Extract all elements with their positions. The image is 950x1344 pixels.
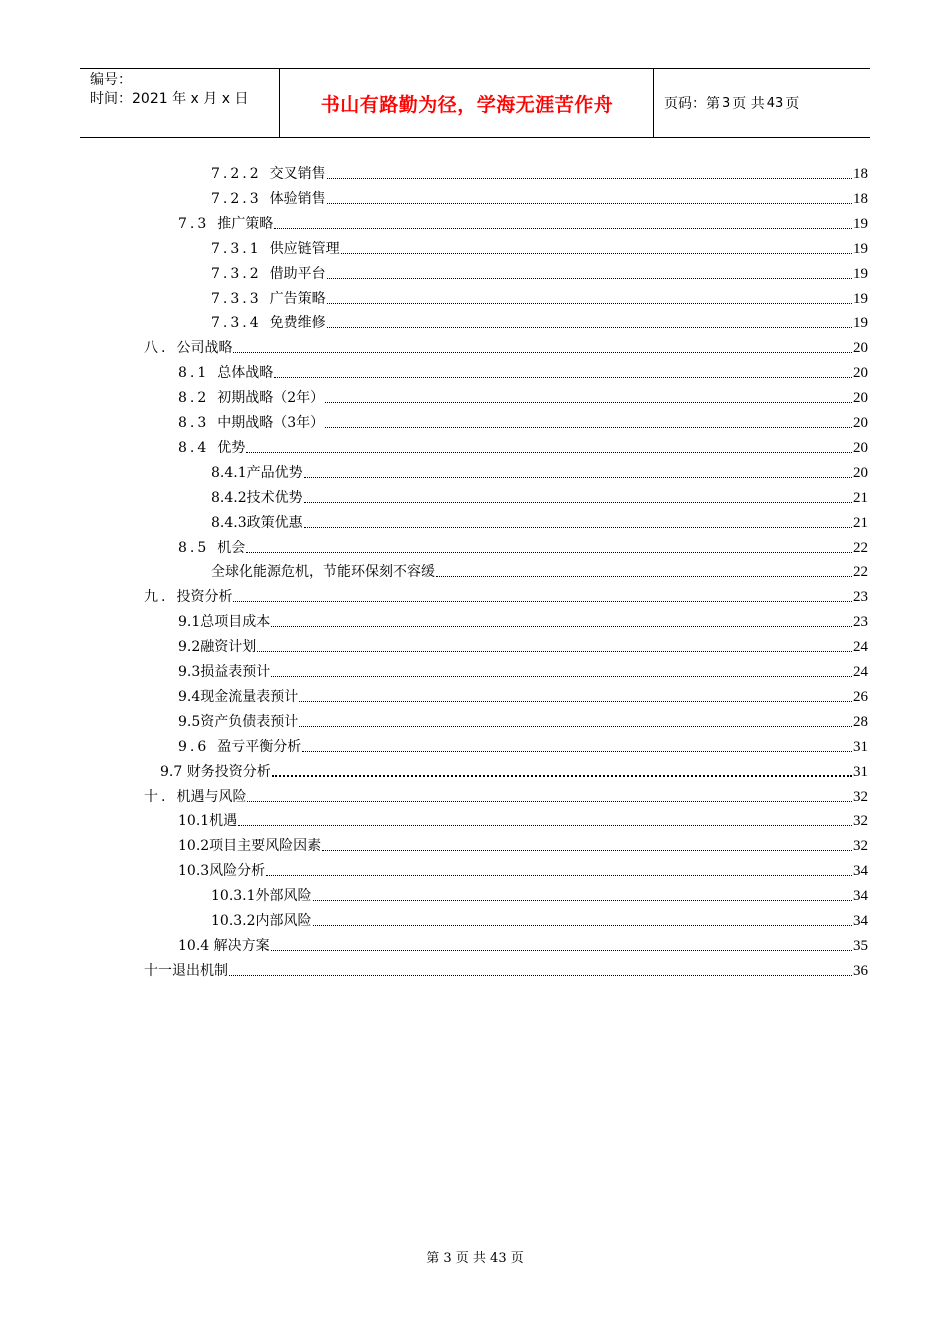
time-label: 时间：2021 年 x 月 x 日 bbox=[90, 91, 249, 107]
toc-entry-title: 9.7 财务投资分析 bbox=[160, 763, 271, 780]
toc-entry-title: 初期战略（2年） bbox=[217, 390, 325, 407]
toc-entry-page: 20 bbox=[853, 390, 868, 407]
toc-entry-label bbox=[211, 489, 303, 507]
toc-entry-label bbox=[211, 265, 326, 283]
toc-entry[interactable] bbox=[211, 158, 868, 183]
toc-entry-label bbox=[211, 314, 326, 332]
toc-leader-dots bbox=[247, 800, 852, 802]
toc-entry-title: 9.3损益表预计 bbox=[178, 664, 271, 680]
toc-leader-dots bbox=[304, 476, 852, 478]
page-total: 43 bbox=[766, 95, 784, 111]
toc-entry-title: 投资分析 bbox=[176, 589, 233, 606]
toc-entry-number: 7.3.4 bbox=[211, 315, 262, 332]
toc-entry[interactable] bbox=[178, 382, 868, 407]
page-mid: 页 共 bbox=[732, 96, 765, 112]
toc-entry-label bbox=[178, 812, 237, 830]
toc-leader-dots bbox=[299, 700, 852, 702]
toc-entry-page: 22 bbox=[853, 564, 868, 581]
toc-entry-page: 26 bbox=[853, 688, 868, 705]
toc-leader-dots bbox=[274, 376, 852, 378]
toc-leader-dots bbox=[313, 924, 852, 926]
toc-entry[interactable] bbox=[178, 855, 868, 880]
toc-entry-number: 8.5 bbox=[178, 539, 210, 556]
page-current: 3 bbox=[722, 95, 731, 111]
toc-entry-number: 八. bbox=[144, 340, 169, 357]
toc-entry-page: 21 bbox=[853, 489, 868, 506]
toc-entry-label bbox=[144, 588, 232, 606]
toc-entry[interactable] bbox=[211, 457, 868, 482]
toc-entry-page: 31 bbox=[853, 738, 868, 755]
toc-leader-dots bbox=[304, 501, 852, 503]
toc-entry-number: 7.2.3 bbox=[211, 190, 262, 207]
toc-entry-title: 10.3.2内部风险 bbox=[211, 913, 312, 929]
toc-entry-title: 9.1总项目成本 bbox=[178, 614, 271, 631]
motto-text: 书山有路勤为径，学海无涯苦作舟 bbox=[320, 93, 614, 116]
toc-entry-title: 机会 bbox=[217, 539, 246, 556]
toc-entry-page: 31 bbox=[853, 763, 868, 780]
toc-entry-label bbox=[211, 464, 303, 482]
toc-entry[interactable] bbox=[178, 606, 868, 631]
toc-entry-number: 十. bbox=[144, 788, 169, 805]
toc-entry-page: 34 bbox=[853, 913, 868, 929]
toc-leader-dots bbox=[233, 351, 852, 353]
toc-entry-label bbox=[211, 887, 312, 905]
toc-entry-page: 23 bbox=[853, 614, 868, 631]
toc-leader-dots bbox=[327, 302, 852, 304]
toc-entry-label bbox=[211, 290, 326, 308]
toc-entry-page: 20 bbox=[853, 340, 868, 357]
toc-entry[interactable] bbox=[211, 183, 868, 208]
toc-entry[interactable] bbox=[211, 880, 868, 905]
toc-entry[interactable] bbox=[160, 756, 868, 781]
toc-leader-dots bbox=[327, 202, 852, 204]
toc-leader-dots bbox=[341, 252, 852, 254]
toc-entry-title: 10.1机遇 bbox=[178, 813, 238, 830]
toc-entry-number: 7.3.1 bbox=[211, 240, 262, 257]
toc-entry-label bbox=[178, 539, 245, 557]
toc-entry[interactable] bbox=[144, 581, 868, 606]
toc-entry-label bbox=[178, 937, 270, 955]
toc-leader-dots bbox=[271, 625, 852, 627]
toc-leader-dots bbox=[322, 849, 852, 851]
toc-entry[interactable] bbox=[178, 731, 868, 756]
toc-entry-page: 20 bbox=[853, 415, 868, 431]
toc-leader-dots bbox=[436, 575, 852, 577]
toc-entry-title: 体验销售 bbox=[269, 190, 326, 207]
toc-entry-label bbox=[178, 738, 301, 756]
page-prefix: 页码：第 bbox=[664, 96, 720, 112]
toc-entry-title: 十一退出机制 bbox=[144, 962, 228, 979]
toc-entry-page: 18 bbox=[853, 190, 868, 207]
toc-entry-title: 8.4.1产品优势 bbox=[211, 464, 303, 481]
toc-entry-label bbox=[178, 439, 245, 457]
toc-entry-label bbox=[178, 638, 256, 656]
toc-entry-number: 7.3 bbox=[178, 215, 210, 232]
toc-leader-dots bbox=[238, 824, 852, 826]
toc-leader-dots bbox=[272, 774, 852, 777]
toc-entry-number: 8.3 bbox=[178, 415, 210, 431]
toc-entry-label bbox=[211, 912, 312, 930]
toc-entry-label bbox=[178, 215, 273, 233]
toc-entry[interactable] bbox=[144, 781, 868, 806]
toc-entry[interactable] bbox=[211, 556, 868, 581]
toc-entry-title: 全球化能源危机，节能环保刻不容缓 bbox=[211, 564, 435, 581]
toc-entry-title: 机遇与风险 bbox=[176, 788, 247, 805]
toc-leader-dots bbox=[271, 675, 852, 677]
toc-entry-page: 19 bbox=[853, 240, 868, 257]
toc-entry-label bbox=[211, 165, 326, 183]
toc-entry-page: 35 bbox=[853, 937, 868, 954]
toc-entry-title: 交叉销售 bbox=[269, 166, 326, 182]
toc-entry[interactable] bbox=[144, 332, 868, 357]
toc-entry-page: 22 bbox=[853, 539, 868, 556]
toc-entry[interactable] bbox=[211, 283, 868, 308]
toc-entry-label bbox=[178, 663, 270, 681]
toc-entry-page: 18 bbox=[853, 166, 868, 182]
toc-entry-number: 九. bbox=[144, 589, 169, 606]
toc-entry-page: 36 bbox=[853, 962, 868, 979]
toc-entry-title: 盈亏平衡分析 bbox=[217, 738, 302, 755]
toc-entry-label bbox=[144, 339, 232, 357]
toc-entry[interactable] bbox=[211, 233, 868, 258]
toc-entry[interactable] bbox=[211, 905, 868, 930]
toc-entry-label bbox=[211, 240, 340, 258]
toc-entry-label bbox=[178, 862, 265, 880]
toc-entry-label bbox=[178, 613, 270, 631]
toc-leader-dots bbox=[271, 949, 852, 951]
toc-leader-dots bbox=[325, 401, 852, 403]
toc-entry-page: 34 bbox=[853, 888, 868, 905]
toc-entry-page: 24 bbox=[853, 639, 868, 656]
toc-entry-label bbox=[211, 514, 303, 532]
page-header bbox=[80, 68, 870, 138]
toc-entry-title: 9.5资产负债表预计 bbox=[178, 713, 299, 730]
toc-leader-dots bbox=[327, 326, 852, 328]
toc-entry-label bbox=[178, 688, 298, 706]
toc-entry[interactable] bbox=[178, 631, 868, 656]
toc-entry-number: 7.2.2 bbox=[211, 166, 262, 182]
toc-leader-dots bbox=[327, 177, 852, 179]
toc-entry-number: 9.6 bbox=[178, 738, 210, 755]
toc-entry[interactable] bbox=[178, 930, 868, 955]
toc-entry-number: 7.3.2 bbox=[211, 265, 262, 282]
toc-leader-dots bbox=[246, 451, 852, 453]
toc-entry[interactable] bbox=[144, 955, 868, 980]
toc-entry-title: 推广策略 bbox=[217, 215, 274, 232]
toc-entry-label bbox=[211, 563, 435, 581]
toc-entry[interactable] bbox=[178, 830, 868, 855]
toc-entry-title: 免费维修 bbox=[269, 315, 326, 332]
toc-entry[interactable] bbox=[178, 532, 868, 557]
toc-leader-dots bbox=[274, 227, 852, 229]
toc-entry[interactable] bbox=[211, 307, 868, 332]
header-info-cell bbox=[80, 69, 280, 137]
toc-entry[interactable] bbox=[178, 681, 868, 706]
toc-leader-dots bbox=[257, 650, 852, 652]
toc-leader-dots bbox=[302, 750, 852, 752]
toc-entry[interactable] bbox=[178, 357, 868, 382]
page-footer: 第 3 页 共 43 页 bbox=[426, 1251, 524, 1266]
toc-entry-title: 供应链管理 bbox=[269, 240, 340, 257]
toc-entry-number: 8.4 bbox=[178, 439, 210, 456]
header-motto-cell bbox=[281, 69, 654, 137]
toc-leader-dots bbox=[325, 426, 852, 428]
toc-entry-page: 19 bbox=[853, 215, 868, 232]
toc-entry-page: 32 bbox=[853, 788, 868, 805]
toc-entry-title: 10.3.1外部风险 bbox=[211, 888, 312, 905]
toc-entry-label bbox=[178, 837, 321, 855]
toc-entry-page: 34 bbox=[853, 863, 868, 880]
toc-entry-label bbox=[178, 364, 273, 382]
toc-leader-dots bbox=[246, 551, 852, 553]
toc-entry-label bbox=[178, 389, 324, 407]
toc-entry-page: 19 bbox=[853, 290, 868, 307]
toc-entry-label bbox=[144, 788, 246, 806]
toc-entry-title: 10.3风险分析 bbox=[178, 863, 266, 880]
toc-entry-page: 20 bbox=[853, 464, 868, 481]
toc-entry-number: 8.1 bbox=[178, 365, 210, 382]
toc-entry-title: 9.4现金流量表预计 bbox=[178, 688, 299, 705]
toc-entry[interactable] bbox=[178, 656, 868, 681]
toc-entry-page: 24 bbox=[853, 664, 868, 680]
toc-entry[interactable] bbox=[178, 432, 868, 457]
toc-entry-title: 中期战略（3年） bbox=[217, 415, 325, 431]
toc-entry-title: 8.4.2技术优势 bbox=[211, 489, 303, 506]
toc-entry-page: 21 bbox=[853, 514, 868, 531]
toc-entry-page: 23 bbox=[853, 589, 868, 606]
toc-entry-label bbox=[178, 713, 298, 731]
page-suffix: 页 bbox=[785, 96, 800, 112]
toc-entry[interactable] bbox=[178, 805, 868, 830]
toc-entry-page: 19 bbox=[853, 265, 868, 282]
toc-entry-title: 8.4.3政策优惠 bbox=[211, 514, 303, 531]
toc-leader-dots bbox=[233, 600, 852, 602]
toc-entry-title: 9.2融资计划 bbox=[178, 639, 257, 656]
toc-leader-dots bbox=[299, 725, 852, 727]
toc-entry-page: 20 bbox=[853, 365, 868, 382]
toc-entry-title: 公司战略 bbox=[176, 340, 233, 357]
toc-entry-title: 广告策略 bbox=[269, 290, 326, 307]
toc-entry-label bbox=[211, 190, 326, 208]
toc-entry-page: 20 bbox=[853, 439, 868, 456]
toc-entry[interactable] bbox=[178, 208, 868, 233]
toc-entry[interactable] bbox=[211, 507, 868, 532]
toc-entry-title: 10.2项目主要风险因素 bbox=[178, 838, 322, 855]
toc-entry-title: 总体战略 bbox=[217, 365, 274, 382]
toc-entry-label bbox=[144, 962, 228, 980]
toc-leader-dots bbox=[313, 899, 852, 901]
toc-entry-title: 借助平台 bbox=[269, 265, 326, 282]
toc-entry-number: 7.3.3 bbox=[211, 290, 262, 307]
toc-entry-label bbox=[178, 414, 324, 432]
toc-leader-dots bbox=[229, 974, 852, 976]
toc-entry[interactable] bbox=[211, 258, 868, 283]
toc-entry-title: 10.4 解决方案 bbox=[178, 937, 270, 954]
toc-entry[interactable] bbox=[211, 482, 868, 507]
toc-entry-page: 32 bbox=[853, 813, 868, 830]
toc-entry-title: 优势 bbox=[217, 439, 246, 456]
number-label: 编号： bbox=[90, 72, 132, 88]
toc-leader-dots bbox=[304, 526, 852, 528]
toc-leader-dots bbox=[266, 874, 852, 876]
toc-entry-page: 28 bbox=[853, 713, 868, 730]
toc-entry[interactable] bbox=[178, 706, 868, 731]
header-page-cell bbox=[654, 69, 870, 137]
toc-entry[interactable] bbox=[178, 407, 868, 432]
toc-entry-page: 19 bbox=[853, 315, 868, 332]
toc-entry-label bbox=[160, 763, 271, 781]
toc-entry-number: 8.2 bbox=[178, 390, 210, 407]
toc-leader-dots bbox=[327, 277, 852, 279]
toc-entry-page: 32 bbox=[853, 838, 868, 855]
